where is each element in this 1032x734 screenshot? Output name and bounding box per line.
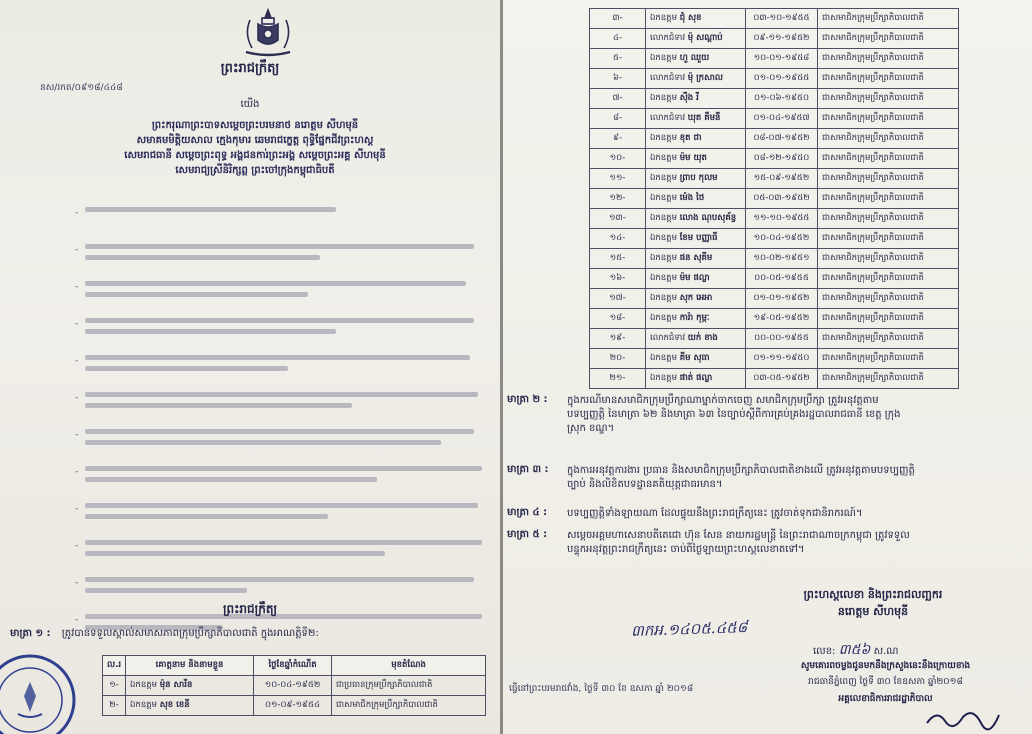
member-number: ៩- bbox=[590, 129, 646, 149]
member-dob: ០១-០៩-១៩៥៤ bbox=[254, 696, 332, 716]
column-header-dob: ថ្ងៃខែឆ្នាំកំណើត bbox=[254, 656, 332, 676]
member-number: ១១- bbox=[590, 169, 646, 189]
article-line: បទប្បញ្ញត្តិទាំងឡាយណា ដែលផ្ទុយនឹងព្រះរាជក្រឹត្យនេះ ត្រូវចាត់ទុកជានិរាករណ៍។ bbox=[567, 508, 863, 519]
member-title: ឯកឧត្តម bbox=[650, 92, 677, 103]
table-row bbox=[590, 229, 959, 249]
member-title: ឯកឧត្តម bbox=[650, 172, 677, 183]
member-number: ១៣- bbox=[590, 209, 646, 229]
member-title: លោកជំទាវ bbox=[650, 72, 686, 83]
member-name: ផាត់ ផល្លា bbox=[679, 372, 713, 383]
member-role: ជាសមាជិកក្រុមប្រឹក្សាភិបាលជាតិ bbox=[818, 369, 959, 389]
member-role: ជាសមាជិកក្រុមប្រឹក្សាភិបាលជាតិ bbox=[332, 696, 486, 716]
member-title: ឯកឧត្តម bbox=[650, 292, 677, 303]
document-reference-number: នស/រកត/០៩១៨/៤៤៨ bbox=[40, 83, 123, 93]
article-line: ក្នុងការអនុវត្តការងារ ប្រធាន និងសមាជិកក្រុមប្រឹក្សាភិបាលជាតិខាងលើ ត្រូវអនុវត្តតាមបទប្បញ្ញត្តិ bbox=[567, 465, 915, 476]
preamble-item bbox=[75, 355, 490, 387]
preamble-item bbox=[75, 392, 490, 424]
member-dob: ០១-០៤-១៩៥៧ bbox=[746, 109, 818, 129]
member-dob: ១០-០២-១៩៥១ bbox=[746, 249, 818, 269]
decision-title: ព្រះរាជក្រឹត្យ bbox=[222, 602, 278, 616]
member-title: ឯកឧត្តម bbox=[650, 232, 677, 243]
member-number: ៥- bbox=[590, 49, 646, 69]
member-title: ឯកឧត្តម bbox=[650, 212, 677, 223]
article-line: សម្តេចអគ្គមហាសេនាបតីតេជោ ហ៊ុន សែន នាយករដ្ឋមន្ត្រី នៃព្រះរាជាណាចក្រកម្ពុជា ត្រូវទទួល bbox=[567, 530, 910, 541]
member-title: ឯកឧត្តម bbox=[650, 152, 677, 163]
member-name-cell bbox=[646, 189, 746, 209]
article-5 bbox=[507, 527, 1022, 557]
member-title: លោកជំទាវ bbox=[650, 32, 686, 43]
member-role: ជាសមាជិកក្រុមប្រឹក្សាភិបាលជាតិ bbox=[818, 29, 959, 49]
signature-scribble-icon bbox=[923, 705, 1003, 731]
table-row bbox=[590, 9, 959, 29]
table-row bbox=[590, 209, 959, 229]
table-row bbox=[590, 109, 959, 129]
handwritten-reference: ៣កអ.១៤០៥.៤៥៨ bbox=[630, 617, 748, 641]
column-header-role: មុខតំណែង bbox=[332, 656, 486, 676]
member-dob: ១៥-០៩-១៩៥២ bbox=[746, 169, 818, 189]
member-role: ជាសមាជិកក្រុមប្រឹក្សាភិបាលជាតិ bbox=[818, 309, 959, 329]
member-role: ជាប្រធានក្រុមប្រឹក្សាភិបាលជាតិ bbox=[332, 676, 486, 696]
member-number: ៨- bbox=[590, 109, 646, 129]
member-title: លោកជំទាវ bbox=[650, 332, 686, 343]
member-role: ជាសមាជិកក្រុមប្រឹក្សាភិបាលជាតិ bbox=[818, 249, 959, 269]
heading-line: សេមរាជធានី សម្តេចព្រះពុទ្ធ អង្គជនការ់ព្រះអង្គ សម្តេចព្រះអគ្គ សីហមុនី bbox=[124, 150, 386, 161]
article-3 bbox=[507, 462, 1022, 492]
member-number: ១៥- bbox=[590, 249, 646, 269]
member-name: សុខ ខេនី bbox=[159, 699, 190, 710]
members-table-right bbox=[589, 8, 959, 389]
member-name-cell bbox=[646, 349, 746, 369]
member-name: ម៉េង ថៃ bbox=[679, 192, 705, 203]
member-name: ម៉ម ផល្លា bbox=[679, 272, 710, 283]
member-dob: ១១-១០-១៩៥៥ bbox=[746, 209, 818, 229]
preamble-item bbox=[75, 503, 490, 535]
member-dob: ០៥-០៣-១៩៥២ bbox=[746, 189, 818, 209]
member-title: ឯកឧត្តម bbox=[650, 252, 677, 263]
article-4 bbox=[507, 505, 1022, 521]
member-role: ជាសមាជិកក្រុមប្រឹក្សាភិបាលជាតិ bbox=[818, 89, 959, 109]
table-row bbox=[590, 309, 959, 329]
member-name-cell bbox=[646, 369, 746, 389]
preamble-item bbox=[75, 244, 490, 276]
member-name: ការ៉ា កុម្ភៈ bbox=[679, 312, 710, 323]
member-role: ជាសមាជិកក្រុមប្រឹក្សាភិបាលជាតិ bbox=[818, 69, 959, 89]
reference-label: លេខ: bbox=[813, 646, 836, 657]
member-role: ជាសមាជិកក្រុមប្រឹក្សាភិបាលជាតិ bbox=[818, 349, 959, 369]
article-line: ច្បាប់ និងលិខិតបទដ្ឋានគតិយុត្តជាធរមាន។ bbox=[567, 479, 723, 490]
member-name: សុក អេអា bbox=[679, 292, 713, 303]
member-number: ១- bbox=[103, 676, 126, 696]
member-dob: ១៩-០៥-១៩៥២ bbox=[746, 309, 818, 329]
member-name: ហួ ឈួយ bbox=[679, 52, 710, 63]
signature-institution: ព្រះហស្តលេខា និងព្រះរាជលញ្ឆករ bbox=[803, 588, 943, 601]
article-label: មាត្រា ៤ : bbox=[507, 507, 548, 518]
member-title: ឯកឧត្តម bbox=[650, 52, 677, 63]
table-row bbox=[590, 189, 959, 209]
member-name-cell bbox=[126, 676, 254, 696]
table-row bbox=[590, 269, 959, 289]
member-name: ជុំ សុខ bbox=[679, 12, 702, 23]
member-name-cell bbox=[646, 209, 746, 229]
member-role: ជាសមាជិកក្រុមប្រឹក្សាភិបាលជាតិ bbox=[818, 49, 959, 69]
member-role: ជាសមាជិកក្រុមប្រឹក្សាភិបាលជាតិ bbox=[818, 109, 959, 129]
table-row bbox=[103, 696, 486, 716]
member-name-cell bbox=[646, 49, 746, 69]
document-page-left bbox=[0, 0, 500, 734]
table-header-row bbox=[103, 656, 486, 676]
certification-line: សូមគោរពចម្លងជូនមកនឹងក្រសួងនេះនឹងក្រោយខាង bbox=[800, 661, 971, 671]
column-header-name: គោត្តនាម និងនាមខ្លួន bbox=[126, 656, 254, 676]
preamble-item bbox=[75, 540, 490, 572]
member-name: ខុត ជា bbox=[679, 132, 702, 143]
member-name: ឃុត គឹមនី bbox=[687, 112, 721, 123]
member-name-cell bbox=[646, 129, 746, 149]
member-role: ជាសមាជិកក្រុមប្រឹក្សាភិបាលជាតិ bbox=[818, 9, 959, 29]
member-role: ជាសមាជិកក្រុមប្រឹក្សាភិបាលជាតិ bbox=[818, 149, 959, 169]
member-dob: ០១-០១-១៩៥៥ bbox=[746, 69, 818, 89]
member-name: ម៉ុ សណ្ដាប់ bbox=[687, 32, 723, 43]
member-title: ឯកឧត្តម bbox=[650, 192, 677, 203]
article-1 bbox=[10, 626, 495, 641]
table-row bbox=[590, 369, 959, 389]
member-name: ព្រាប កុលម bbox=[679, 172, 718, 183]
member-dob: ១០-០១-១៩៥៨ bbox=[746, 49, 818, 69]
royal-coat-of-arms-icon bbox=[238, 6, 298, 58]
member-number: ១២- bbox=[590, 189, 646, 209]
member-title: ឯកឧត្តម bbox=[650, 12, 677, 23]
member-number: ១៤- bbox=[590, 229, 646, 249]
preamble-clauses bbox=[75, 202, 490, 646]
article-label: មាត្រា ៣ : bbox=[507, 464, 549, 475]
member-name: ម៉ុន សារីន bbox=[159, 679, 193, 690]
member-title: ឯកឧត្តម bbox=[650, 132, 677, 143]
table-row bbox=[590, 349, 959, 369]
member-title: ឯកឧត្តម bbox=[650, 312, 677, 323]
member-name-cell bbox=[646, 69, 746, 89]
certifying-office: អគ្គលេខាធិការរាជរដ្ឋាភិបាល bbox=[838, 694, 933, 704]
member-number: ៧- bbox=[590, 89, 646, 109]
member-name: ខែម បញ្ញាធី bbox=[679, 232, 718, 243]
document-page-right bbox=[503, 0, 1032, 734]
member-number: ៣- bbox=[590, 9, 646, 29]
document-type-title: ព្រះរាជក្រឹត្យ bbox=[220, 61, 280, 76]
heading-line: ព្រះករុណាព្រះបាទសម្តេចព្រះបរមនាថ នរោត្តម សីហមុនី bbox=[151, 120, 359, 131]
members-table-left bbox=[102, 655, 486, 716]
article-line: បន្ទុកអនុវត្តព្រះរាជក្រឹត្យនេះ ចាប់ពីថ្ងៃឡាយព្រះហស្តលេខាតទៅ។ bbox=[567, 544, 805, 555]
member-dob: ០០-០៥-១៩៥៥ bbox=[746, 269, 818, 289]
member-name: យក់ ខាង bbox=[687, 332, 718, 343]
member-name-cell bbox=[646, 229, 746, 249]
member-name-cell bbox=[646, 249, 746, 269]
member-dob: ០១-០៦-១៩៥០ bbox=[746, 89, 818, 109]
article-line: ស្រុក ខណ្ឌ។ bbox=[567, 423, 615, 434]
table-row bbox=[103, 676, 486, 696]
heading-line: សេមរាជ្យស្រីនិរិក្សព្ព ព្រះចៅក្រុងកម្ពុជាធិបតី bbox=[175, 165, 335, 176]
member-role: ជាសមាជិកក្រុមប្រឹក្សាភិបាលជាតិ bbox=[818, 329, 959, 349]
member-dob: ០៨-០៧-១៩៥២ bbox=[746, 129, 818, 149]
table-row bbox=[590, 29, 959, 49]
member-name-cell bbox=[646, 109, 746, 129]
certification-date: រាជធានីភ្នំពេញ ថ្ងៃទី ៣០ ខែឧសភា ឆ្នាំ២០១៨ bbox=[808, 677, 963, 687]
table-row bbox=[590, 149, 959, 169]
member-title: ឯកឧត្តម bbox=[650, 372, 677, 383]
preamble-item bbox=[75, 281, 490, 313]
place-and-date: ធ្វើនៅព្រះបរមរាជវាំង, ថ្ងៃទី ៣០ ខែ ឧសភា ឆ្នាំ ២០១៨ bbox=[509, 684, 694, 694]
article-text: ត្រូវបានទទួលស្គាល់សមាសភាពក្រុមប្រឹក្សាភិបាលជាតិ ក្នុងអាណត្តិទី២: bbox=[61, 628, 319, 639]
preamble-item bbox=[75, 207, 490, 239]
document-subtitle: យើង bbox=[240, 99, 260, 110]
table-row bbox=[590, 129, 959, 149]
member-name-cell bbox=[646, 29, 746, 49]
member-title: ឯកឧត្តម bbox=[130, 699, 158, 710]
article-line: ក្នុងករណីមានសមាជិកក្រុមប្រឹក្សាណាម្នាក់ចាកចេញ សមាជិកក្រុមប្រឹក្សា ត្រូវអនុវត្តតាម bbox=[567, 395, 879, 406]
member-name-cell bbox=[646, 89, 746, 109]
member-dob: ០១-១១-១៩៥០ bbox=[746, 349, 818, 369]
member-number: ២០- bbox=[590, 349, 646, 369]
member-number: ៤- bbox=[590, 29, 646, 49]
member-number: ៦- bbox=[590, 69, 646, 89]
member-role: ជាសមាជិកក្រុមប្រឹក្សាភិបាលជាតិ bbox=[818, 169, 959, 189]
article-label: មាត្រា ១ : bbox=[10, 628, 51, 639]
member-dob: ០៣-០៥-១៩៥២ bbox=[746, 369, 818, 389]
member-name: ម៉ុ ក្រសាល bbox=[687, 72, 723, 83]
article-line: បទប្បញ្ញត្តិ នៃមាត្រា ៦២ និងមាត្រា ៦៣ នៃច្បាប់ស្ដីពីការគ្រប់គ្រងរដ្ឋបាលរាជធានី ខេត្ត ក្រុង bbox=[567, 409, 901, 420]
member-number: ១៩- bbox=[590, 329, 646, 349]
member-number: ២១- bbox=[590, 369, 646, 389]
member-name-cell bbox=[646, 289, 746, 309]
table-row bbox=[590, 89, 959, 109]
preamble-item bbox=[75, 429, 490, 461]
member-role: ជាសមាជិកក្រុមប្រឹក្សាភិបាលជាតិ bbox=[818, 289, 959, 309]
table-row bbox=[590, 249, 959, 269]
member-role: ជាសមាជិកក្រុមប្រឹក្សាភិបាលជាតិ bbox=[818, 269, 959, 289]
member-name-cell bbox=[646, 169, 746, 189]
table-row bbox=[590, 329, 959, 349]
article-2 bbox=[507, 392, 1022, 436]
table-row bbox=[590, 49, 959, 69]
member-title: ឯកឧត្តម bbox=[130, 679, 158, 690]
member-name: លោង ណុបសុគ័ន្ធ bbox=[679, 212, 737, 223]
column-header-number: ល.រ bbox=[103, 656, 126, 676]
member-dob: ០១-០១-១៩៥២ bbox=[746, 289, 818, 309]
member-name: គីម សុធា bbox=[679, 352, 710, 363]
table-row bbox=[590, 289, 959, 309]
member-number: ១០- bbox=[590, 149, 646, 169]
preamble-item bbox=[75, 318, 490, 350]
member-name: ផន សុគីម bbox=[679, 252, 713, 263]
article-label: មាត្រា ២ : bbox=[507, 394, 548, 405]
member-name-cell bbox=[646, 329, 746, 349]
member-title: ឯកឧត្តម bbox=[650, 352, 677, 363]
member-dob: ០៣-១០-១៩៥៥ bbox=[746, 9, 818, 29]
member-dob: ០០-០០-១៩៥៥ bbox=[746, 329, 818, 349]
member-dob: ១០-០៤-១៩៥២ bbox=[254, 676, 332, 696]
member-name-cell bbox=[646, 149, 746, 169]
official-seal-stamp-icon bbox=[0, 652, 78, 734]
member-number: ២- bbox=[103, 696, 126, 716]
member-role: ជាសមាជិកក្រុមប្រឹក្សាភិបាលជាតិ bbox=[818, 209, 959, 229]
member-name-cell bbox=[646, 269, 746, 289]
reference-number bbox=[813, 640, 899, 661]
member-number: ១៦- bbox=[590, 269, 646, 289]
member-role: ជាសមាជិកក្រុមប្រឹក្សាភិបាលជាតិ bbox=[818, 189, 959, 209]
member-role: ជាសមាជិកក្រុមប្រឹក្សាភិបាលជាតិ bbox=[818, 229, 959, 249]
member-name-cell bbox=[646, 9, 746, 29]
reference-suffix: ស.ណ bbox=[873, 646, 899, 657]
heading-line: សមាគមមិត្តិយសាល ក្មេងកុមារ ឆេមរាជក្ខេត្ត ពុទ្ធិផ្នែកជីវព្រះហស្ត bbox=[136, 135, 374, 146]
table-row bbox=[590, 169, 959, 189]
member-number: ១៧- bbox=[590, 289, 646, 309]
member-title: ឯកឧត្តម bbox=[650, 272, 677, 283]
document-heading bbox=[60, 118, 450, 178]
member-role: ជាសមាជិកក្រុមប្រឹក្សាភិបាលជាតិ bbox=[818, 129, 959, 149]
member-title: លោកជំទាវ bbox=[650, 112, 686, 123]
preamble-item bbox=[75, 466, 490, 498]
reference-handwritten-number: ៣៥៦ bbox=[838, 642, 871, 658]
member-dob: ០៩-១១-១៩៥២ bbox=[746, 29, 818, 49]
member-name: ស៊ឹង រី bbox=[679, 92, 699, 103]
article-label: មាត្រា ៥ : bbox=[507, 529, 548, 540]
member-name: ម៉ម យុត bbox=[679, 152, 707, 163]
member-number: ១៨- bbox=[590, 309, 646, 329]
signatory-name: នរោត្តម សីហមុនី bbox=[837, 605, 909, 618]
member-name-cell bbox=[126, 696, 254, 716]
member-dob: ១០-០៤-១៩៥២ bbox=[746, 229, 818, 249]
table-row bbox=[590, 69, 959, 89]
member-dob: ០៨-១២-១៩៥០ bbox=[746, 149, 818, 169]
member-name-cell bbox=[646, 309, 746, 329]
